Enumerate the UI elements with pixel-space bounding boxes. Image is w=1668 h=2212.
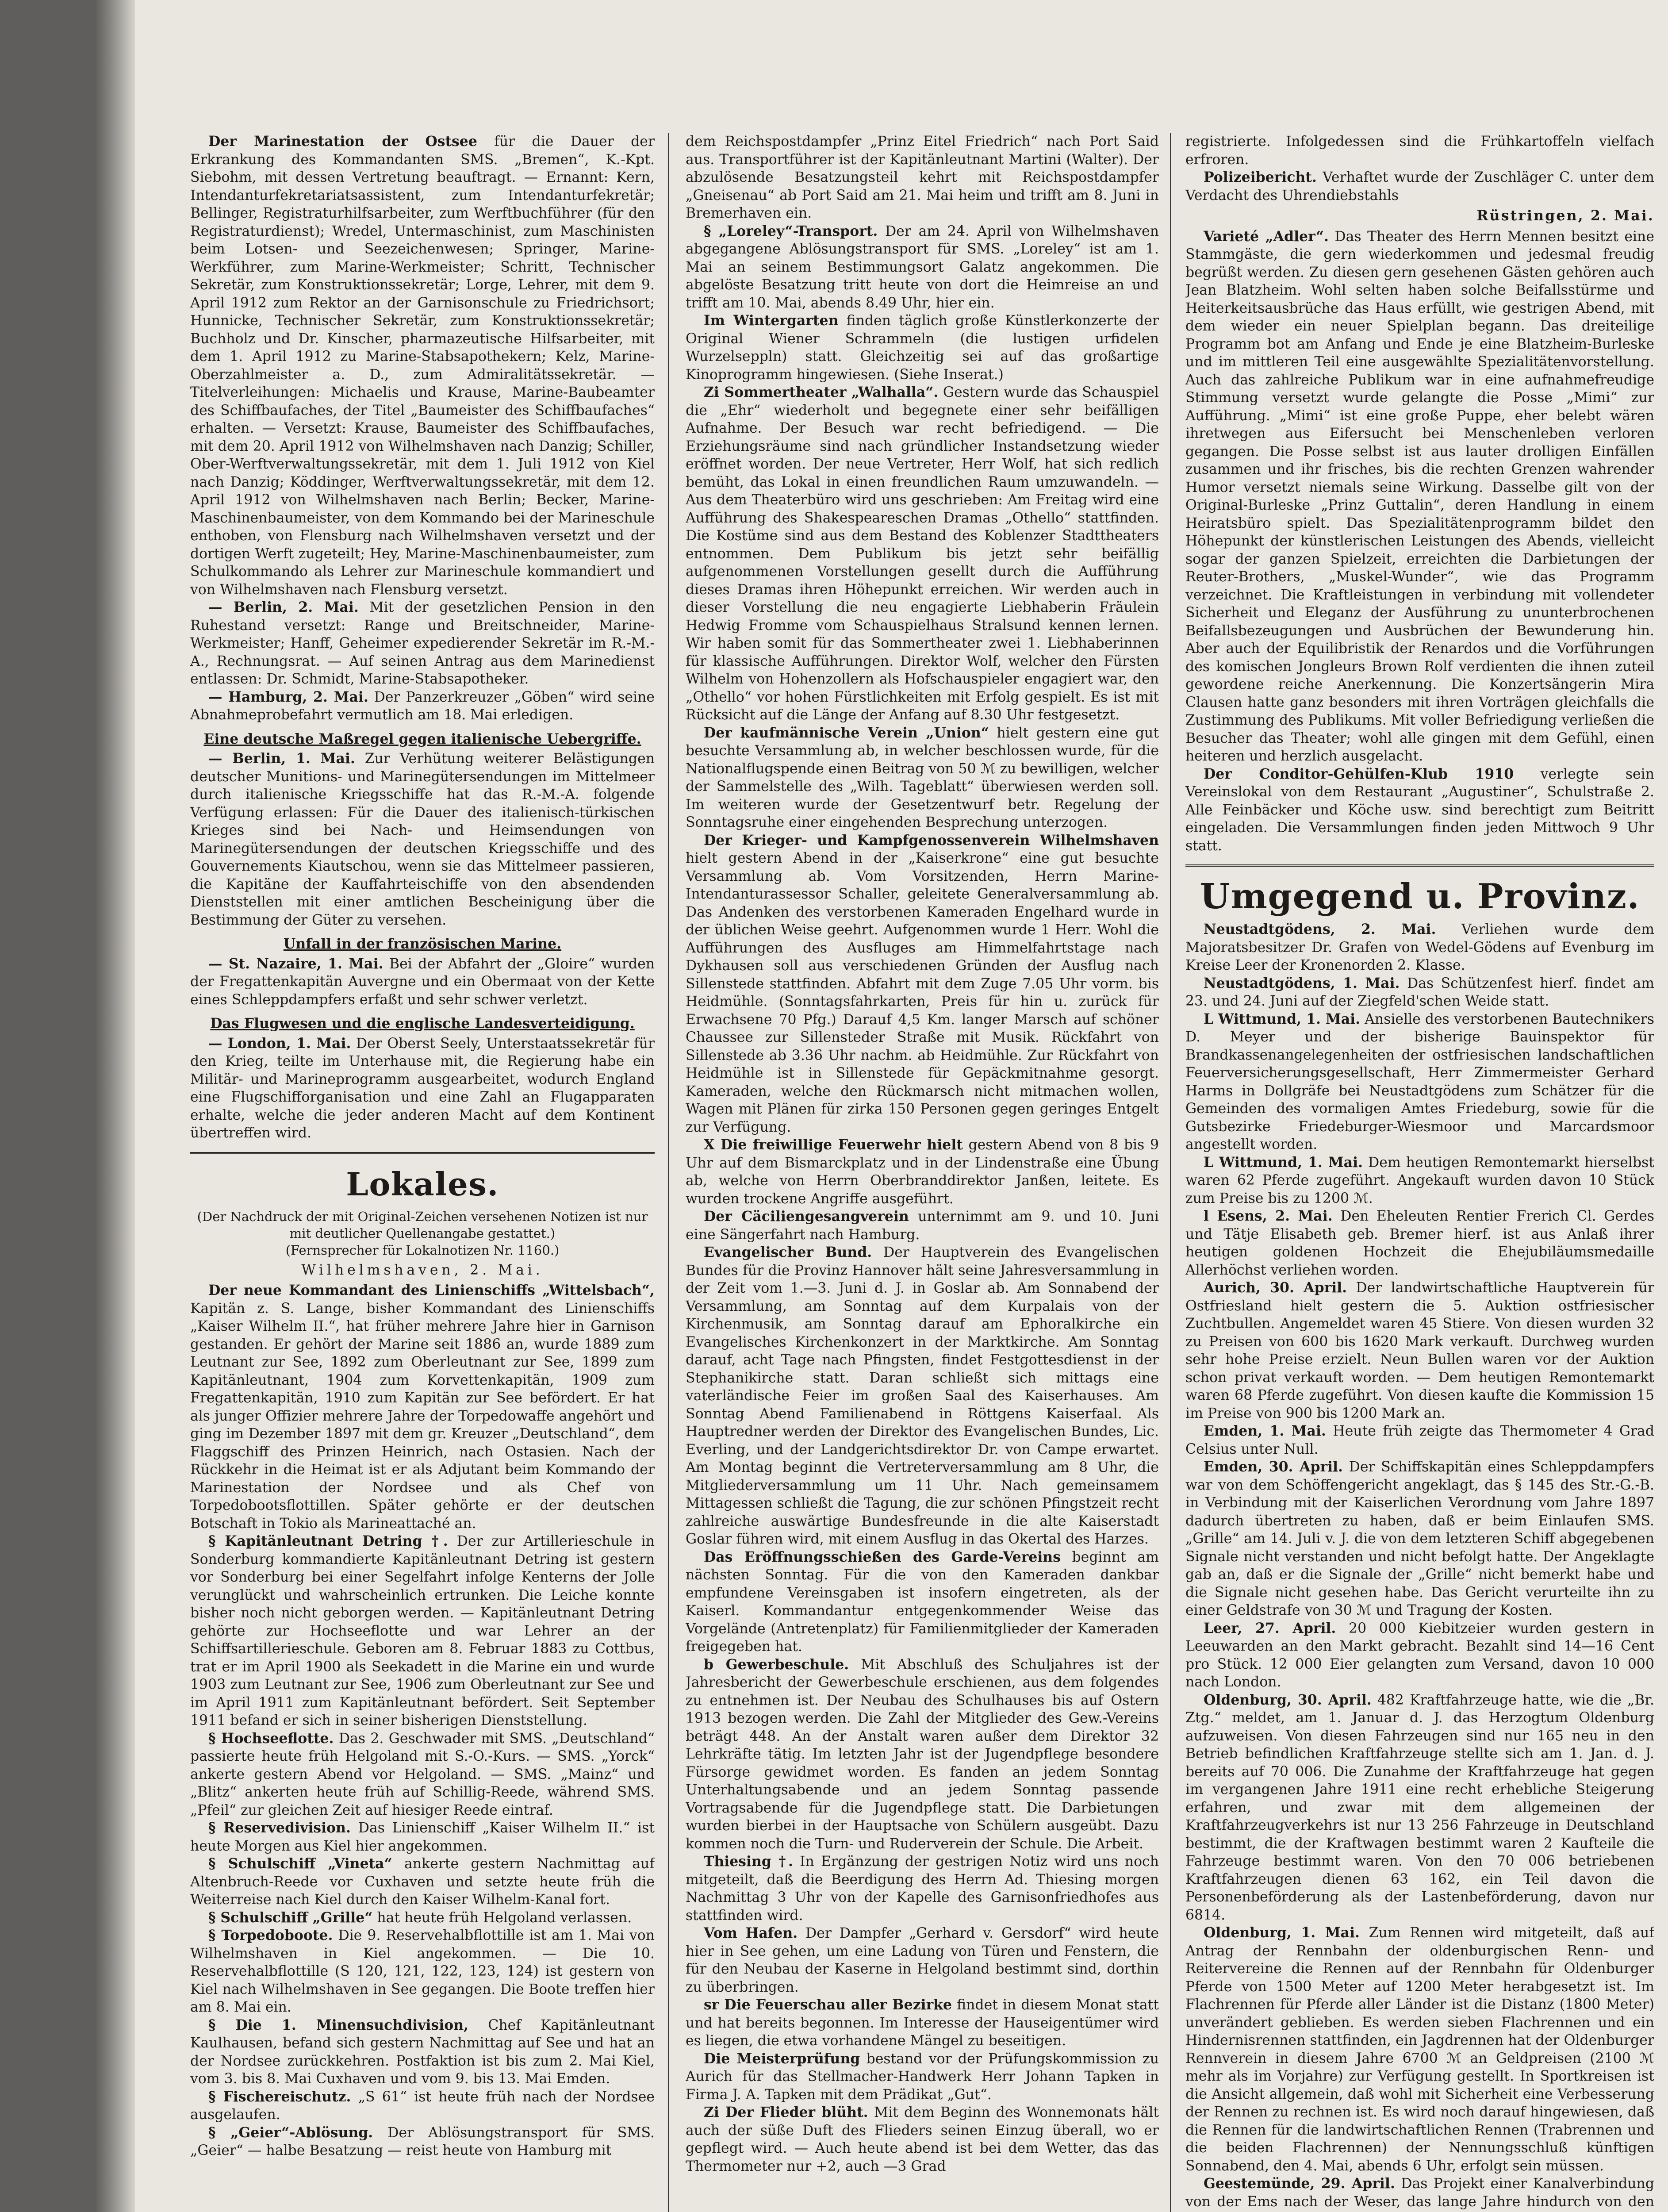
column-rule — [1170, 133, 1171, 2212]
section-subheading: Eine deutsche Maßregel gegen italienische Uebergriffe. — [203, 730, 641, 747]
article-paragraph — [1185, 765, 1654, 855]
article-lead: Der Conditor-Gehülfen-Klub 1910 — [1203, 765, 1514, 782]
article-paragraph — [190, 1532, 655, 1730]
article-paragraph — [686, 1136, 1159, 1208]
article-paragraph — [190, 1909, 655, 1927]
article-paragraph — [1185, 1620, 1654, 1691]
article-paragraph — [190, 2088, 655, 2124]
article-paragraph — [686, 1656, 1159, 1853]
article-paragraph — [686, 1548, 1159, 1656]
article-lead: § Die 1. Minensuchdivision, — [208, 2016, 469, 2033]
article-lead: Geestemünde, 29. April. — [1203, 2175, 1395, 2192]
article-lead: § Reservedivision. — [208, 1820, 351, 1836]
article-paragraph — [1185, 1207, 1654, 1279]
article-paragraph — [1185, 2175, 1654, 2212]
article-list — [190, 750, 655, 929]
article-lead: Thiesing †. — [703, 1853, 793, 1870]
column-rule — [668, 133, 669, 2212]
article-lead: Der Cäciliengesangverein — [703, 1208, 909, 1225]
article-lead: Oldenburg, 30. April. — [1203, 1691, 1372, 1708]
column-1 — [190, 133, 655, 2212]
article-lead: Das Eröffnungsschießen des Garde-Vereins — [703, 1548, 1061, 1565]
article-paragraph — [190, 599, 655, 688]
article-body: „S 61“ ist heute früh nach der Nordsee ausgelaufen. — [190, 2089, 655, 2123]
section-subheading: Das Flugwesen und die englische Landesverteidigung. — [210, 1015, 635, 1032]
article-paragraph — [1185, 1010, 1654, 1154]
article-body: Der Dampfer „Gerhard v. Gersdorf“ wird heute hier in See gehen, um eine Ladung von Türen und Fenstern, die für den Neubau der Kaserne in Helgoland bestimmt sind, dorthin zu überbringen. — [686, 1925, 1159, 1995]
article-paragraph — [686, 1996, 1159, 2050]
article-body: für die Dauer der Erkrankung des Kommandanten SMS. „Bremen“, K.-Kpt. Siebohm, mit dessen Vertretung beauftragt. — Ernannt: Kern, Intendanturfekretariatsassistent, zum Intendanturfekretär; Bellinger, Registraturhilfsarbeiter, zum Werftbuchführer (für den Registraturdienst); Wredel, Untermaschinist, zum Maschinisten beim Lotsen- und Seezeichenwesen; Springer, Marine-Werkführer, zum Marine-Werkmeister; Schritt, Technischer Sekretär, zum Konstruktionssekretär; Lorge, Lehrer, mit dem 9. April 1912 zum Rektor an der Garnisonschule zu Friedrichsort; Hunnicke, Technischer Sekretär, zum Konstruktionssekretär; Buchholz und Dr. Kinscher, pharmazeutische Hilfsarbeiter, mit dem 1. April 1912 zu Marine-Stabsapothekern; Kelz, Marine-Oberzahlmeister a. D., zum Admiralitätssekretär. — Titelverleihungen: Michaelis und Krause, Marine-Baubeamter des Schiffbaufaches, der Titel „Baumeister des Schiffbaufaches“ erhalten. — Versetzt: Krause, Baumeister des Schiffbaufaches, mit dem 20. April 1912 von Wilhelmshaven nach Danzig; Schiller, Ober-Werftverwaltungssekretär, mit dem 1. Juli 1912 von Kiel nach Danzig; Köddinger, Werftverwaltungssekretär, mit dem 12. April 1912 von Wilhelmshaven nach Berlin; Becker, Marine-Maschinenbaumeister, von dem Kommando bei der Marineschule enthoben, von Flensburg nach Wilhelmshaven versetzt und der dortigen Werft zugeteilt; Hey, Marine-Maschinenbaumeister, zum Schulkommando als Lehrer zur Marineschule kommandiert und von Wilhelmshaven nach Flensburg versetzt. — [190, 134, 655, 598]
article-paragraph — [190, 1819, 655, 1855]
article-body: Mit Abschluß des Schuljahres ist der Jahresbericht der Gewerbeschule erschienen, aus dem folgendes zu entnehmen ist. Der Neubau des Schulhauses bis auf Ostern 1913 bezogen werden. Die Zahl der Mitglieder des Gew.-Vereins beträgt 448. An der Anstalt waren außer dem Direktor 32 Lehrkräfte tätig. Im letzten Jahr ist der Jugendpflege besondere Fürsorge gewidmet worden. Es fanden an jedem Sonntag Unterhaltungsabende und an jedem Sonntag passende Vortragsabende für die Jugendpflege statt. Die Darbietungen wurden bierbei in der Hauptsache von Schülern ausgeübt. Dazu kommen noch die Turn- und Ruderverein der Schule. Die Arbeit. — [686, 1656, 1159, 1852]
article-body: Kapitän z. S. Lange, bisher Kommandant des Linienschiffs „Kaiser Wilhelm II.“, hat früher mehrere Jahre hier in Garnison gestanden. Er gehört der Marine seit 1886 an, wurde 1889 zum Leutnant zur See, 1892 zum Oberleutnant zur See, 1899 zum Kapitänleutnant, 1904 zum Korvettenkapitän, 1909 zum Fregattenkapitän, 1910 zum Kapitän zur See befördert. Er hat als junger Offizier mehrere Jahre der Torpedowaffe angehört und ging im Dezember 1897 mit dem gr. Kreuzer „Deutschland“, dem Flaggschiff des Prinzen Heinrich, nach Ostasien. Nach der Rückkehr in die Heimat ist er als Adjutant beim Kommando der Marinestation der Nordsee und als Chef von Torpedobootsflottillen. Später gehörte er der deutschen Botschaft in Tokio als Marineattaché an. — [190, 1300, 655, 1532]
article-list — [190, 955, 655, 1009]
article-list — [190, 1035, 655, 1142]
article-lead: — London, 1. Mai. — [208, 1035, 351, 1052]
article-lead: b Gewerbeschule. — [703, 1656, 849, 1673]
article-lead: Der neue Kommandant des Linienschiffs „Wittelsbach“, — [208, 1282, 655, 1298]
article-lead: Der kaufmännische Verein „Union“ — [703, 724, 989, 741]
article-body: 482 Kraftfahrzeuge hatte, wie die „Br. Ztg.“ meldet, am 1. Januar d. J. das Herzogtum Oldenburg aufzuweisen. Von diesen Fahrzeugen sind nur 165 neu in den Betrieb befindlichen Kraftfahrzeuge stellte sich am 1. Jan. d. J. bereits auf 70 006. Die Zunahme der Kraftfahrzeuge hat gegen im vergangenen Jahre 1911 eine recht erhebliche Steigerung erfahren, und zwar mit dem allgemeinen der Kraftfahrzeugverkehrs ist nur 13 256 Fahrzeuge in Deutschland bestimmt, die der Kraftwagen bestimmt waren 2 Kaufteile die Fahrzeuge bestimmt waren. Von den 70 006 betriebenen Kraftfahrzeugen dienen 63 162, ein Teil davon die Personenbeförderung als der Lastenbeförderung, davon nur 6814. — [1185, 1692, 1654, 1923]
article-list — [190, 133, 655, 724]
article-body: Mit der gesetzlichen Pension in den Ruhestand versetzt: Range und Breitschneider, Marine-Werkmeister; Hanff, Geheimer expedierender Sekretär im R.-M.-A., Rechnungsrat. — Auf seinen Antrag aus dem Marinedienst entlassen: Dr. Schmidt, Marine-Stabsapotheker. — [190, 599, 655, 687]
article-body: ankerte gestern Nachmittag auf Altenbruch-Reede vor Cuxhaven und setzte heute früh die Weiterreise nach Kiel durch den Kaiser Wilhelm-Kanal fort. — [190, 1856, 655, 1908]
article-body: hielt gestern Abend in der „Kaiserkrone“ eine gut besuchte Versammlung ab. Vom Vorsitzenden, Herrn Marine-Intendanturassessor Schaller, geleitete Generalversammlung ab. Das Andenken des verstorbenen Kameraden Engelhard wurde in der üblichen Weise geehrt. Aufgenommen wurde 1 Herr. Wohl die Aufführungen des Ausfluges am Himmelfahrtstage nach Dykhausen soll aus verschiedenen Gründen der Ausflug nach Sillenstede stattfinden. Abfahrt mit dem Zuge 7.05 Uhr vorm. bis Heidmühle. (Sonntagsfahrkarten, Preis für hin u. zurück für Erwachsene 70 Pfg.) Darauf 4,5 Km. langer Marsch auf schöner Chaussee zur Sillensteder Straße mit Musik. Rückfahrt von Sillenstede ab 3.36 Uhr nachm. ab Heidmühle. Zur Rückfahrt von Heidmühle ist in Sillenstede für Gepäckmitnahme gesorgt. Kameraden, welche den Rückmarsch nicht mitmachen wollen, Wagen mit Plänen für zirka 150 Personen gegen geringes Entgelt zur Verfügung. — [686, 850, 1159, 1135]
article-body: hat heute früh Helgoland verlassen. — [377, 1909, 632, 1926]
article-body: In Ergänzung der gestrigen Notiz wird uns noch mitgeteilt, daß die Beerdigung des Herrn Ad. Thiesing morgen Nachmittag 3 Uhr von der Kapelle des Garnisonfriedhofes aus stattfinden wird. — [686, 1854, 1159, 1924]
article-lead: sr Die Feuerschau aller Bezirke — [703, 1997, 952, 2013]
article-body: Chef Kapitänleutnant Kaulhausen, befand sich gestern Nachmittag auf See und hat an der Nordsee zurückkehren. Postfaktion ist bis zum 2. Mai Kiel, vom 3. bis 8. Mai Cuxhaven und vom 9. bis 13. Mai Emden. — [190, 2017, 655, 2087]
article-body: Zur Verhütung weiterer Belästigungen deutscher Munitions- und Marinegütersendungen im Mittelmeer durch italienische Kriegsschiffe hat das R.-M.-A. folgende Verfügung erlassen: Für die Dauer des italienisch-türkischen Krieges sind bei Nach- und Heimsendungen von Marinegütersendungen der deutschen Kriegsschiffe und des Gouvernements Kiautschou, wenn sie das Mittelmeer passieren, die Kapitäne der Kauffahrteischiffe von den absendenden Dienststellen mit einer amtlichen Bescheinigung über die Bestimmung der Güter zu versehen. — [190, 751, 655, 928]
article-paragraph — [686, 1853, 1159, 1924]
article-body: Den Eheleuten Rentier Frerich Cl. Gerdes und Tätje Elisabeth geb. Bremer hierf. ist aus Anlaß ihrer heutigen goldenen Hochzeit die Ehejubiläumsmedaille Allerhöchst verliehen worden. — [1185, 1208, 1654, 1278]
section-title-lokales: Lokales. — [346, 1165, 499, 1203]
article-paragraph — [1185, 1924, 1654, 2175]
article-lead: § Schulschiff „Vineta“ — [208, 1855, 392, 1872]
article-body: Der Ablösungstransport für SMS. „Geier“ — halbe Besatzung — reist heute von Hamburg mit — [190, 2124, 655, 2158]
article-list — [686, 133, 1159, 2175]
article-lead: Die Meisterprüfung — [703, 2050, 860, 2067]
section-divider — [190, 1152, 655, 1154]
article-list — [1185, 133, 1654, 204]
book-binding-gutter — [95, 0, 135, 2212]
article-paragraph — [1185, 1691, 1654, 1924]
article-body: Der am 24. April von Wilhelmshaven abgegangene Ablösungstransport für SMS. „Loreley“ ist am 1. Mai an seinem Bestimmungsort Galatz angekommen. Die abgelöste Besatzung tritt heute von dort die Heimreise an und trifft am 10. Mai, abends 8.49 Uhr, hier ein. — [686, 223, 1159, 311]
article-body: Heute früh zeigte das Thermometer 4 Grad Celsius unter Null. — [1185, 1423, 1654, 1457]
article-lead: Emden, 30. April. — [1203, 1459, 1343, 1475]
article-paragraph — [686, 133, 1159, 223]
article-lead: Zi Der Flieder blüht. — [703, 2104, 868, 2120]
article-paragraph — [190, 1927, 655, 2016]
article-body: Der Panzerkreuzer „Göben“ wird seine Abnahmeprobefahrt vermutlich am 18. Mai erledigen. — [190, 689, 655, 723]
article-lead: Der Marinestation der Ostsee — [208, 133, 477, 150]
article-list — [190, 1282, 655, 2160]
reprint-notice: (Der Nachdruck der mit Original-Zeichen versehenen Notizen ist nur mit deutlicher Quellenangabe gestattet.) — [197, 1209, 648, 1241]
article-lead: Neustadtgödens, 2. Mai. — [1203, 921, 1436, 937]
article-paragraph — [190, 955, 655, 1009]
article-body: unternimmt am 9. und 10. Juni eine Sängerfahrt nach Hamburg. — [686, 1209, 1159, 1243]
article-list — [1185, 921, 1654, 2212]
article-body: Verhaftet wurde der Zuschläger C. unter dem Verdacht des Uhrendiebstahls — [1185, 169, 1654, 204]
article-body: Das Linienschiff „Kaiser Wilhelm II.“ ist heute Morgen aus Kiel hier angekommen. — [190, 1820, 655, 1854]
article-body: findet in diesem Monat statt und hat bereits begonnen. Im Interesse der Hauseigentümer wird es liegen, die etwa vorhandene Mängel zu beseitigen. — [686, 1997, 1159, 2049]
article-paragraph — [190, 1730, 655, 1820]
article-body: registrierte. Infolgedessen sind die Frühkartoffeln vielfach erfroren. — [1185, 134, 1654, 168]
article-body: Verliehen wurde dem Majoratsbesitzer Dr. Grafen von Wedel-Gödens auf Evenburg im Kreise Leer der Kronenorden 2. Klasse. — [1185, 922, 1654, 973]
article-lead: Der Krieger- und Kampfgenossenverein Wilhelmshaven — [703, 832, 1159, 849]
article-lead: Aurich, 30. April. — [1203, 1279, 1347, 1296]
article-paragraph — [686, 2104, 1159, 2175]
article-paragraph — [190, 1855, 655, 1909]
article-lead: Oldenburg, 1. Mai. — [1203, 1924, 1360, 1941]
section-title-umgegend: Umgegend u. Provinz. — [1200, 876, 1640, 917]
section-divider — [1185, 864, 1654, 867]
article-body: Zum Rennen wird mitgeteilt, daß auf Antrag der Rennbahn der oldenburgischen Renn- und Reitervereine die Rennen auf der Rennbahn für Oldenburger Pferde von 1500 Meter auf 1200 Meter herabgesetzt ist. Im Flachrennen für Pferde aller Länder ist die Distanz (1800 Meter) unverändert geblieben. Es werden sieben Flachrennen und ein Hindernisrennen stattfinden, ein Jagdrennen hat der Oldenburger Rennverein in diesem Jahre 6700 ℳ an Geldpreisen (2100 ℳ mehr als im Vorjahre) zur Verfügung gestellt. In Sportkreisen ist die Ansicht allgemein, daß wohl mit Sicherheit eine Verbesserung der Rennen zu rechnen ist. Es wird noch darauf hingewiesen, daß die Rennen für die landwirtschaftlichen Rennen (Trabrennen und die beiden Flachrennen) der Nennungsschluß künftigen Sonnabend, den 4. Mai, abends 6 Uhr, erfolgt sein müssen. — [1185, 1925, 1654, 2174]
article-lead: Varieté „Adler“. — [1203, 228, 1329, 245]
article-paragraph — [1185, 1154, 1654, 1208]
article-lead: Leer, 27. April. — [1203, 1620, 1336, 1636]
article-lead: Vom Hafen. — [703, 1925, 798, 1941]
article-body: Gestern wurde das Schauspiel die „Ehr“ wiederholt und begegnete einer sehr beifälligen Aufnahme. Der Besuch war recht befriedigend. — Die Erziehungsräume sind nach gründlicher Instandsetzung wieder eröffnet worden. Der neue Vertreter, Herr Wolf, hat sich redlich bemüht, das Lokal in einen freundlichen Raum umzuwandeln. — Aus dem Theaterbüro wird uns geschrieben: Am Freitag wird eine Aufführung des Shakespeareschen Dramas „Othello“ stattfinden. Die Kostüme sind aus dem Bestand des Koblenzer Stadttheaters entnommen. Dem Publikum bis jetzt sehr beifällig aufgenommenen Vorstellungen gesellt durch die Aufführung dieses Dramas ihren Höhepunkt erreichen. Wir werden auch in dieser Vorstellung die neu engagierte Liebhaberin Fräulein Hedwig Fromme vom Schauspielhaus Stralsund kennen lernen. Wir haben somit für das Sommertheater zwei 1. Liebhaberinnen für klassische Aufführungen. Direktor Wolf, welcher den Fürsten Wilhelm von Hohenzollern als Hofschauspieler engagiert war, den „Othello“ vor hohen Fürstlichkeiten mit Erfolg gespielt. Es ist mit Rücksicht auf die Länge der Anfang auf 8.30 Uhr festgesetzt. — [686, 384, 1159, 723]
article-lead: l Esens, 2. Mai. — [1203, 1208, 1333, 1224]
article-body: dem Reichspostdampfer „Prinz Eitel Friedrich“ nach Port Said aus. Transportführer ist der Kapitänleutnant Martini (Walter). Der abzulösende Besatzungsteil kehrt mit Reichspostdampfer „Gneisenau“ ab Port Said am 21. Mai heim und trifft am 8. Juni in Bremerhaven ein. — [686, 134, 1159, 221]
article-paragraph — [190, 1282, 655, 1532]
article-list — [1185, 228, 1654, 855]
article-paragraph — [686, 1244, 1159, 1548]
article-lead: § Schulschiff „Grille“ — [208, 1909, 373, 1926]
article-lead: § „Geier“-Ablösung. — [208, 2124, 373, 2141]
dateline: Rüstringen, 2. Mai. — [1476, 207, 1654, 224]
article-body: Bei der Abfahrt der „Gloire“ wurden der Fregattenkapitän Auvergne und ein Obermaat von der Kette eines Schleppdampfers erfaßt und sehr schwer verletzt. — [190, 956, 655, 1008]
article-paragraph — [1185, 169, 1654, 204]
article-body: Ansielle des verstorbenen Bautechnikers D. Meyer und der bisherige Bauinspektor für Brandkassenangelegenheiten der ostfriesischen landschaftlichen Feuerversicherungsgesellschaft, Herr Zimmermeister Gerhard Harms in Dollgräfe bei Neustadtgödens zum Schätzer für die Gemeinden des vormaligen Amtes Friedeburg, sowie für die Gutsbezirke Friedeburger-Wiesmoor und Marcardsmoor angestellt worden. — [1185, 1011, 1654, 1152]
article-body: Der Oberst Seely, Unterstaatssekretär für den Krieg, teilte im Unterhause mit, die Regierung habe ein Militär- und Marineprogramm ausgearbeitet, wodurch England eine Flugschifforganisation und eine Zahl an Flugapparaten erhalte, welche die jeder anderen Macht auf dem Kontinent übertreffen wird. — [190, 1035, 655, 1141]
article-paragraph — [686, 223, 1159, 312]
article-lead: Im Wintergarten — [703, 312, 839, 329]
article-paragraph — [190, 2124, 655, 2160]
article-body: Der Hauptverein des Evangelischen Bundes für die Provinz Hannover hält seine Jahresversammlung in der Zeit vom 1.—3. Juni d. J. in Goslar ab. Am Sonnabend der Versammlung, am Sonntag auf dem Kurpalais von der Kirchenmusik, am Sonntag darauf am Ephoralkirche ein Evangelisches Kirchenkonzert in der Marktkirche. Am Sonntag darauf, acht Tage nach Pfingsten, findet Festgottesdienst in der Stephanikirche statt. Daran schließt sich mittags eine vaterländische Feier im großen Saal des Kaiserhauses. Am Sonntag Abend Familienabend in Röttgens Kaiserfaal. Als Hauptredner werden der Direktor des Evangelischen Bundes, Lic. Everling, und der Landgerichtsdirektor Dr. von Campe erwartet. Am Montag beginnt die Vertreterversammlung am 8 Uhr, die Mitgliederversammlung um 11 Uhr. Nach gemeinsamem Mittagessen schließt die Tagung, die zur schönen Pfingstzeit recht zahlreiche auswärtige Bundesfreunde in die alte Kaiserstadt Goslar führen wird, mit einem Ausflug in das Okertal des Harzes. — [686, 1244, 1159, 1547]
article-lead: Zi Sommertheater „Walhalla“. — [703, 384, 939, 400]
article-lead: — Hamburg, 2. Mai. — [208, 688, 368, 705]
dateline: Wilhelmshaven, 2. Mai. — [301, 1262, 544, 1278]
article-lead: Neustadtgödens, 1. Mai. — [1203, 975, 1400, 991]
article-body: bestand vor der Prüfungskommission zu Aurich für das Stellmacher-Handwerk Herr Johann Tapken in Firma J. A. Tapken mit dem Prädikat „Gut“. — [686, 2051, 1159, 2103]
article-body: Das Schützenfest hierf. findet am 23. und 24. Juni auf der Ziegfeld'schen Weide statt. — [1185, 975, 1654, 1009]
article-body: Der landwirtschaftliche Hauptverein für Ostfriesland hielt gestern die 5. Auktion ostfriesischer Zuchtbullen. Angemeldet waren 45 Stiere. Von diesen wurden 32 zu Preisen von 600 bis 1620 Mark verkauft. Durchweg wurden sehr hohe Preise erzielt. Neun Bullen waren vor der Auktion schon privat verkauft worden. — Dem heutigen Remontemarkt waren 68 Pferde zugeführt. Von diesen kaufte die Kommission 15 im Preise von 900 bis 1200 Mark an. — [1185, 1280, 1654, 1421]
column-3 — [1185, 133, 1654, 2212]
article-body: 20 000 Kiebitzeier wurden gestern in Leeuwarden an den Markt gebracht. Bezahlt sind 14—16 Cent pro Stück. 12 000 Eier gelangten zum Versand, davon 10 000 nach London. — [1185, 1620, 1654, 1690]
article-lead: § „Loreley“-Transport. — [703, 223, 878, 239]
article-body: gestern Abend von 8 bis 9 Uhr auf dem Bismarckplatz und in der Lindenstraße eine Übung ab, welche von Herrn Oberbranddirektor Janßen, leitete. Es wurden trockene Angriffe ausgeführt. — [686, 1137, 1159, 1207]
article-paragraph — [190, 1035, 655, 1142]
article-body: hielt gestern eine gut besuchte Versammlung ab, in welcher beschlossen wurde, für die Nationalflugspende einen Beitrag von 50 ℳ zu bewilligen, welcher der Sammelstelle des „Wilh. Tageblatt“ überwiesen werden soll. Im weiteren wurde der Gesetzentwurf betr. Regelung der Sonntagsruhe einer eingehenden Besprechung unterzogen. — [686, 725, 1159, 830]
column-2 — [686, 133, 1159, 2212]
article-body: finden täglich große Künstlerkonzerte der Original Wiener Schrammeln (die lustigen urfidelen Wurzelseppln) statt. Gleichzeitig sei auf das großartige Kinoprogramm hingewiesen. (Siehe Inserat.) — [686, 313, 1159, 383]
article-paragraph — [686, 1208, 1159, 1244]
article-body: Das 2. Geschwader mit SMS. „Deutschland“ passierte heute früh Helgoland mit S.-O.-Kurs. — SMS. „Yorck“ ankerte gestern Abend vor Helgoland. — SMS. „Mainz“ und „Blitz“ ankerten heute früh auf Schillig-Reede, während SMS. „Pfeil“ zur gleichen Zeit auf hiesiger Reede eintraf. — [190, 1730, 655, 1818]
article-paragraph — [1185, 1279, 1654, 1422]
article-lead: § Fischereischutz. — [208, 2088, 351, 2105]
article-lead: Evangelischer Bund. — [703, 1244, 872, 1260]
article-paragraph — [1185, 921, 1654, 975]
article-paragraph — [190, 133, 655, 599]
article-body: Dem heutigen Remontemarkt hierselbst waren 62 Pferde zugeführt. Angekauft wurden davon 10 Stück zum Preise bis zu 1200 ℳ. — [1185, 1154, 1654, 1206]
section-subheading: Unfall in der französischen Marine. — [283, 936, 562, 952]
article-body: Mit dem Beginn des Wonnemonats hält auch der süße Duft des Flieders seinen Einzug überall, wo er gepflegt wird. — Auch heute abend ist bei dem Wetter, das das Thermometer nur +2, auch —3 Grad — [686, 2104, 1159, 2174]
article-lead: X Die freiwillige Feuerwehr hielt — [703, 1137, 963, 1153]
article-paragraph — [686, 312, 1159, 384]
article-paragraph — [686, 2050, 1159, 2104]
article-body: Die 9. Reservehalbflottille ist am 1. Mai von Wilhelmshaven in Kiel angekommen. — Die 10. Reservehalbflottille (S 120, 121, 122, 123, 124) ist gestern von Kiel nach Wilhelmshaven in See gegangen. Die Boote treffen hier am 8. Mai ein. — [190, 1928, 655, 2015]
article-paragraph — [686, 724, 1159, 832]
article-lead: — Berlin, 1. Mai. — [208, 750, 355, 767]
article-lead: § Kapitänleutnant Detring †. — [208, 1533, 448, 1549]
article-lead: § Hochseeflotte. — [208, 1730, 334, 1747]
article-paragraph — [686, 1924, 1159, 1996]
article-paragraph — [686, 832, 1159, 1137]
article-lead: Polizeibericht. — [1203, 169, 1317, 185]
article-paragraph — [190, 750, 655, 929]
article-body: Der Schiffskapitän eines Schleppdampfers war von dem Schöffengericht angeklagt, das § 145 des Str.-G.-B. in Verbindung mit der Kaiserlichen Verordnung vom Jahre 1897 dadurch übertreten zu haben, daß er beim Einlaufen SMS. „Grille“ am 14. Juli v. J. die von dem letzteren Schiff abgegebenen Signale nicht verstanden und nicht befolgt hatte. Der Angeklagte gab an, daß er die Signale der „Grille“ nicht bemerkt habe und die Signale nicht gesehen habe. Das Gericht verurteilte ihn zu einer Geldstrafe von 30 ℳ und Tragung der Kosten. — [1185, 1459, 1654, 1618]
article-lead: L Wittmund, 1. Mai. — [1203, 1010, 1361, 1027]
article-lead: § Torpedoboote. — [208, 1927, 333, 1943]
article-lead: — St. Nazaire, 1. Mai. — [208, 955, 383, 972]
article-body: verlegte sein Vereinslokal von dem Restaurant „Augustiner“, Schulstraße 2. Alle Feinbäcker und Köche usw. sind berechtigt zum Beitritt eingeladen. Die Versammlungen finden jeden Mittwoch 9 Uhr statt. — [1185, 766, 1654, 854]
article-paragraph — [1185, 133, 1654, 169]
article-body: beginnt am nächsten Sonntag. Für die von den Kameraden dankbar empfundene Vereinsgaben ist insofern eingetreten, als der Kaiserl. Kommandantur entgegenkommender Weise das Vorgelände (Antretenplatz) für Familienmitglieder der Kameraden freigegeben hat. — [686, 1549, 1159, 1655]
article-body: Der zur Artillerieschule in Sonderburg kommandierte Kapitänleutnant Detring ist gestern vor Sonderburg bei einer Segelfahrt infolge Kenterns der Jolle verunglückt und wahrscheinlich ertrunken. Die Leiche konnte bisher noch nicht geborgen werden. — Kapitänleutnant Detring gehörte zur Hochseeflotte und war Lehrer an der Schiffsartillerieschule. Geboren am 8. Februar 1883 zu Cottbus, trat er im April 1900 als Seekadett in die Marine ein und wurde 1903 zum Leutnant zur See, 1906 zum Oberleutnant zur See und im April 1911 zum Kapitänleutnant befördert. Seit September 1911 befand er sich in seiner bisherigen Dienststellung. — [190, 1533, 655, 1728]
article-paragraph — [1185, 228, 1654, 765]
article-body: Das Projekt einer Kanalverbindung von der Ems nach der Weser, das lange Jahre hindurch von den — [1185, 2176, 1654, 2210]
article-paragraph — [190, 688, 655, 724]
article-paragraph — [1185, 975, 1654, 1010]
article-lead: Emden, 1. Mai. — [1203, 1423, 1326, 1439]
article-paragraph — [1185, 1458, 1654, 1620]
article-paragraph — [686, 384, 1159, 724]
phone-notice: (Fernsprecher für Lokalnotizen Nr. 1160.) — [285, 1242, 560, 1258]
article-lead: — Berlin, 2. Mai. — [208, 599, 359, 615]
article-paragraph — [190, 2016, 655, 2088]
article-body: Das Theater des Herrn Mennen besitzt eine Stammgäste, die gern wiederkommen und jedesmal freudig begrüßt werden. Zu diesen gern gesehenen Gästen gehören auch Jean Blatzheim. Wohl selten haben solche Beifallsstürme und Heiterkeitsausbrüche das Haus erfüllt, wie gestrigen Abend, mit dem wieder ein neuer Spielplan begann. Das dreiteilige Programm bot am Anfang und Ende je eine Blatzheim-Burleske und im mittleren Teil eine ausgewählte Spezialitätenvorstellung. Auch das zahlreiche Publikum war in eine aufnahmefreudige Stimmung versetzt wurde gelangte die Posse „Mimi“ zur Aufführung. „Mimi“ ist eine große Puppe, eher belebt wären ihretwegen aus Eifersucht bei Menschenleben verloren gegangen. Die Posse selbst ist aus lauter drolligen Einfällen zusammen und ihr frisches, bis die rechten Grenzen wahrender Humor versetzt niemals seine Wirkung. Dasselbe gilt von der Original-Burleske „Prinz Guttalin“, deren Handlung in einem Heiratsbüro spielt. Das Spezialitätenprogramm bildet den Höhepunkt der künstlerischen Leistungen des Abends, vielleicht sogar der ganzen Spielzeit, erreichten die Darbietungen der Reuter-Brothers, „Muskel-Wunder“, wie das Programm verzeichnet. Die Kraftleistungen in verbindung mit vollendeter Sicherheit und Eleganz der Ausführung zu ununterbrochenen Beifallsbezeugungen und Ausbrüchen der Bewunderung hin. Aber auch der Equilibristik der Renardos und die Vorführungen des komischen Jongleurs Brown Rolf verdienten die ihnen zuteil gewordene reiche Anerkennung. Die Konzertsängerin Mira Clausen hatte ganz besonders mit ihren Vorträgen gleichfalls die Zustimmung des Publikums. Mit voller Befriedigung verließen die Besucher das Theater; wohl alle gingen mit dem Gefühl, einen heiteren und herzlich ausgelacht. — [1185, 228, 1654, 764]
article-paragraph — [1185, 1422, 1654, 1458]
article-lead: L Wittmund, 1. Mai. — [1203, 1154, 1363, 1171]
